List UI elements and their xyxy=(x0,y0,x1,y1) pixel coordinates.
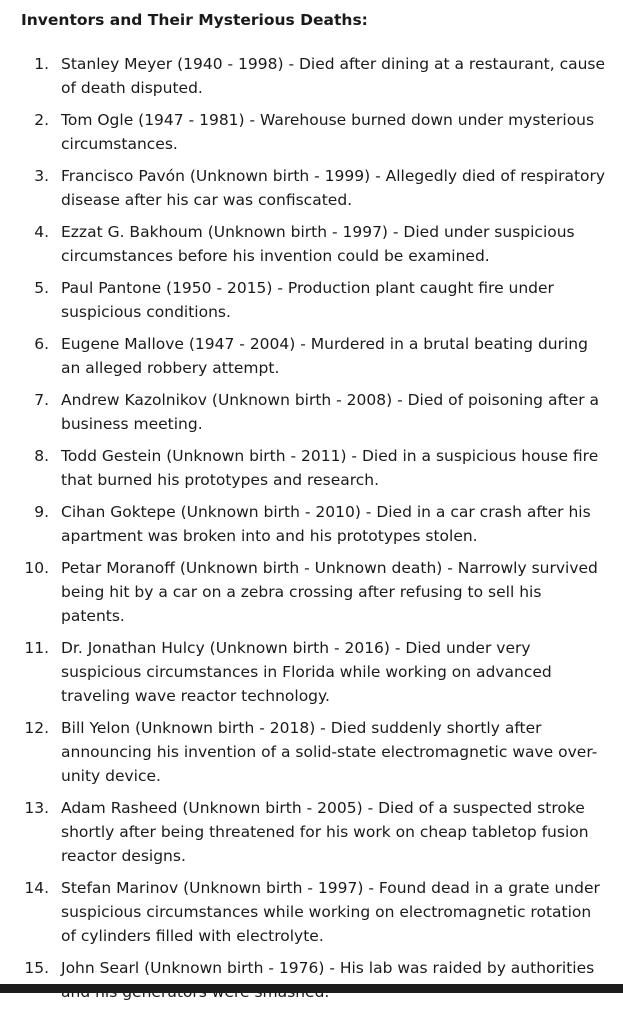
list-item xyxy=(21,636,609,708)
list-item xyxy=(21,796,609,868)
list-item xyxy=(21,444,609,492)
item-number: 9. xyxy=(34,503,49,521)
item-number: 7. xyxy=(34,391,49,409)
list-item xyxy=(21,108,609,156)
item-text: Ezzat G. Bakhoum (Unknown birth - 1997) - Died under suspicious circumstances before his invention could be examined. xyxy=(61,223,575,265)
item-text: Todd Gestein (Unknown birth - 2011) - Died in a suspicious house fire that burned his prototypes and research. xyxy=(61,447,599,489)
item-number: 14. xyxy=(24,879,49,897)
list-item xyxy=(21,388,609,436)
item-text: Andrew Kazolnikov (Unknown birth - 2008) - Died of poisoning after a business meeting. xyxy=(61,391,600,433)
item-text: Francisco Pavón (Unknown birth - 1999) - Allegedly died of respiratory disease after his car was confiscated. xyxy=(61,167,606,209)
list-item xyxy=(21,500,609,548)
item-number: 11. xyxy=(24,639,49,657)
item-number: 8. xyxy=(34,447,49,465)
item-text: Bill Yelon (Unknown birth - 2018) - Died suddenly shortly after announcing his invention of a solid-state electromagnetic wave over-unity device. xyxy=(61,719,598,785)
item-text: Eugene Mallove (1947 - 2004) - Murdered in a brutal beating during an alleged robbery attempt. xyxy=(61,335,588,377)
document-body xyxy=(21,8,609,1012)
item-number: 12. xyxy=(24,719,49,737)
list-item xyxy=(21,276,609,324)
list-item xyxy=(21,956,609,1004)
item-text: Adam Rasheed (Unknown birth - 2005) - Died of a suspected stroke shortly after being threatened for his work on cheap tabletop fusion reactor designs. xyxy=(61,799,589,865)
item-number: 13. xyxy=(24,799,49,817)
item-text: Dr. Jonathan Hulcy (Unknown birth - 2016) - Died under very suspicious circumstances in Florida while working on advanced traveling wave reactor technology. xyxy=(61,639,552,705)
item-text: Petar Moranoff (Unknown birth - Unknown death) - Narrowly survived being hit by a car on a zebra crossing after refusing to sell his patents. xyxy=(61,559,598,625)
item-number: 3. xyxy=(34,167,49,185)
item-text: Stefan Marinov (Unknown birth - 1997) - Found dead in a grate under suspicious circumstances while working on electromagnetic rotation of cylinders filled with electrolyte. xyxy=(61,879,600,945)
list-item xyxy=(21,332,609,380)
item-number: 5. xyxy=(34,279,49,297)
item-text: Tom Ogle (1947 - 1981) - Warehouse burned down under mysterious circumstances. xyxy=(61,111,595,153)
item-number: 6. xyxy=(34,335,49,353)
list-item xyxy=(21,556,609,628)
list-item xyxy=(21,52,609,100)
item-number: 4. xyxy=(34,223,49,241)
item-text: Stanley Meyer (1940 - 1998) - Died after dining at a restaurant, cause of death disputed. xyxy=(61,55,606,97)
list-item xyxy=(21,876,609,948)
bottom-bar xyxy=(0,984,623,993)
item-text: John Searl (Unknown birth - 1976) - His lab was raided by authorities xyxy=(61,959,595,977)
item-number: 15. xyxy=(24,959,49,977)
item-number: 10. xyxy=(24,559,49,577)
item-number: 2. xyxy=(34,111,49,129)
item-number: 1. xyxy=(34,55,49,73)
list-heading: Inventors and Their Mysterious Deaths: xyxy=(21,11,368,29)
item-text: Cihan Goktepe (Unknown birth - 2010) - Died in a car crash after his apartment was broken into and his prototypes stolen. xyxy=(61,503,591,545)
list-item xyxy=(21,220,609,268)
list-item xyxy=(21,164,609,212)
inventor-list xyxy=(21,52,609,1004)
list-item xyxy=(21,716,609,788)
item-text: Paul Pantone (1950 - 2015) - Production plant caught fire under suspicious conditions. xyxy=(61,279,554,321)
